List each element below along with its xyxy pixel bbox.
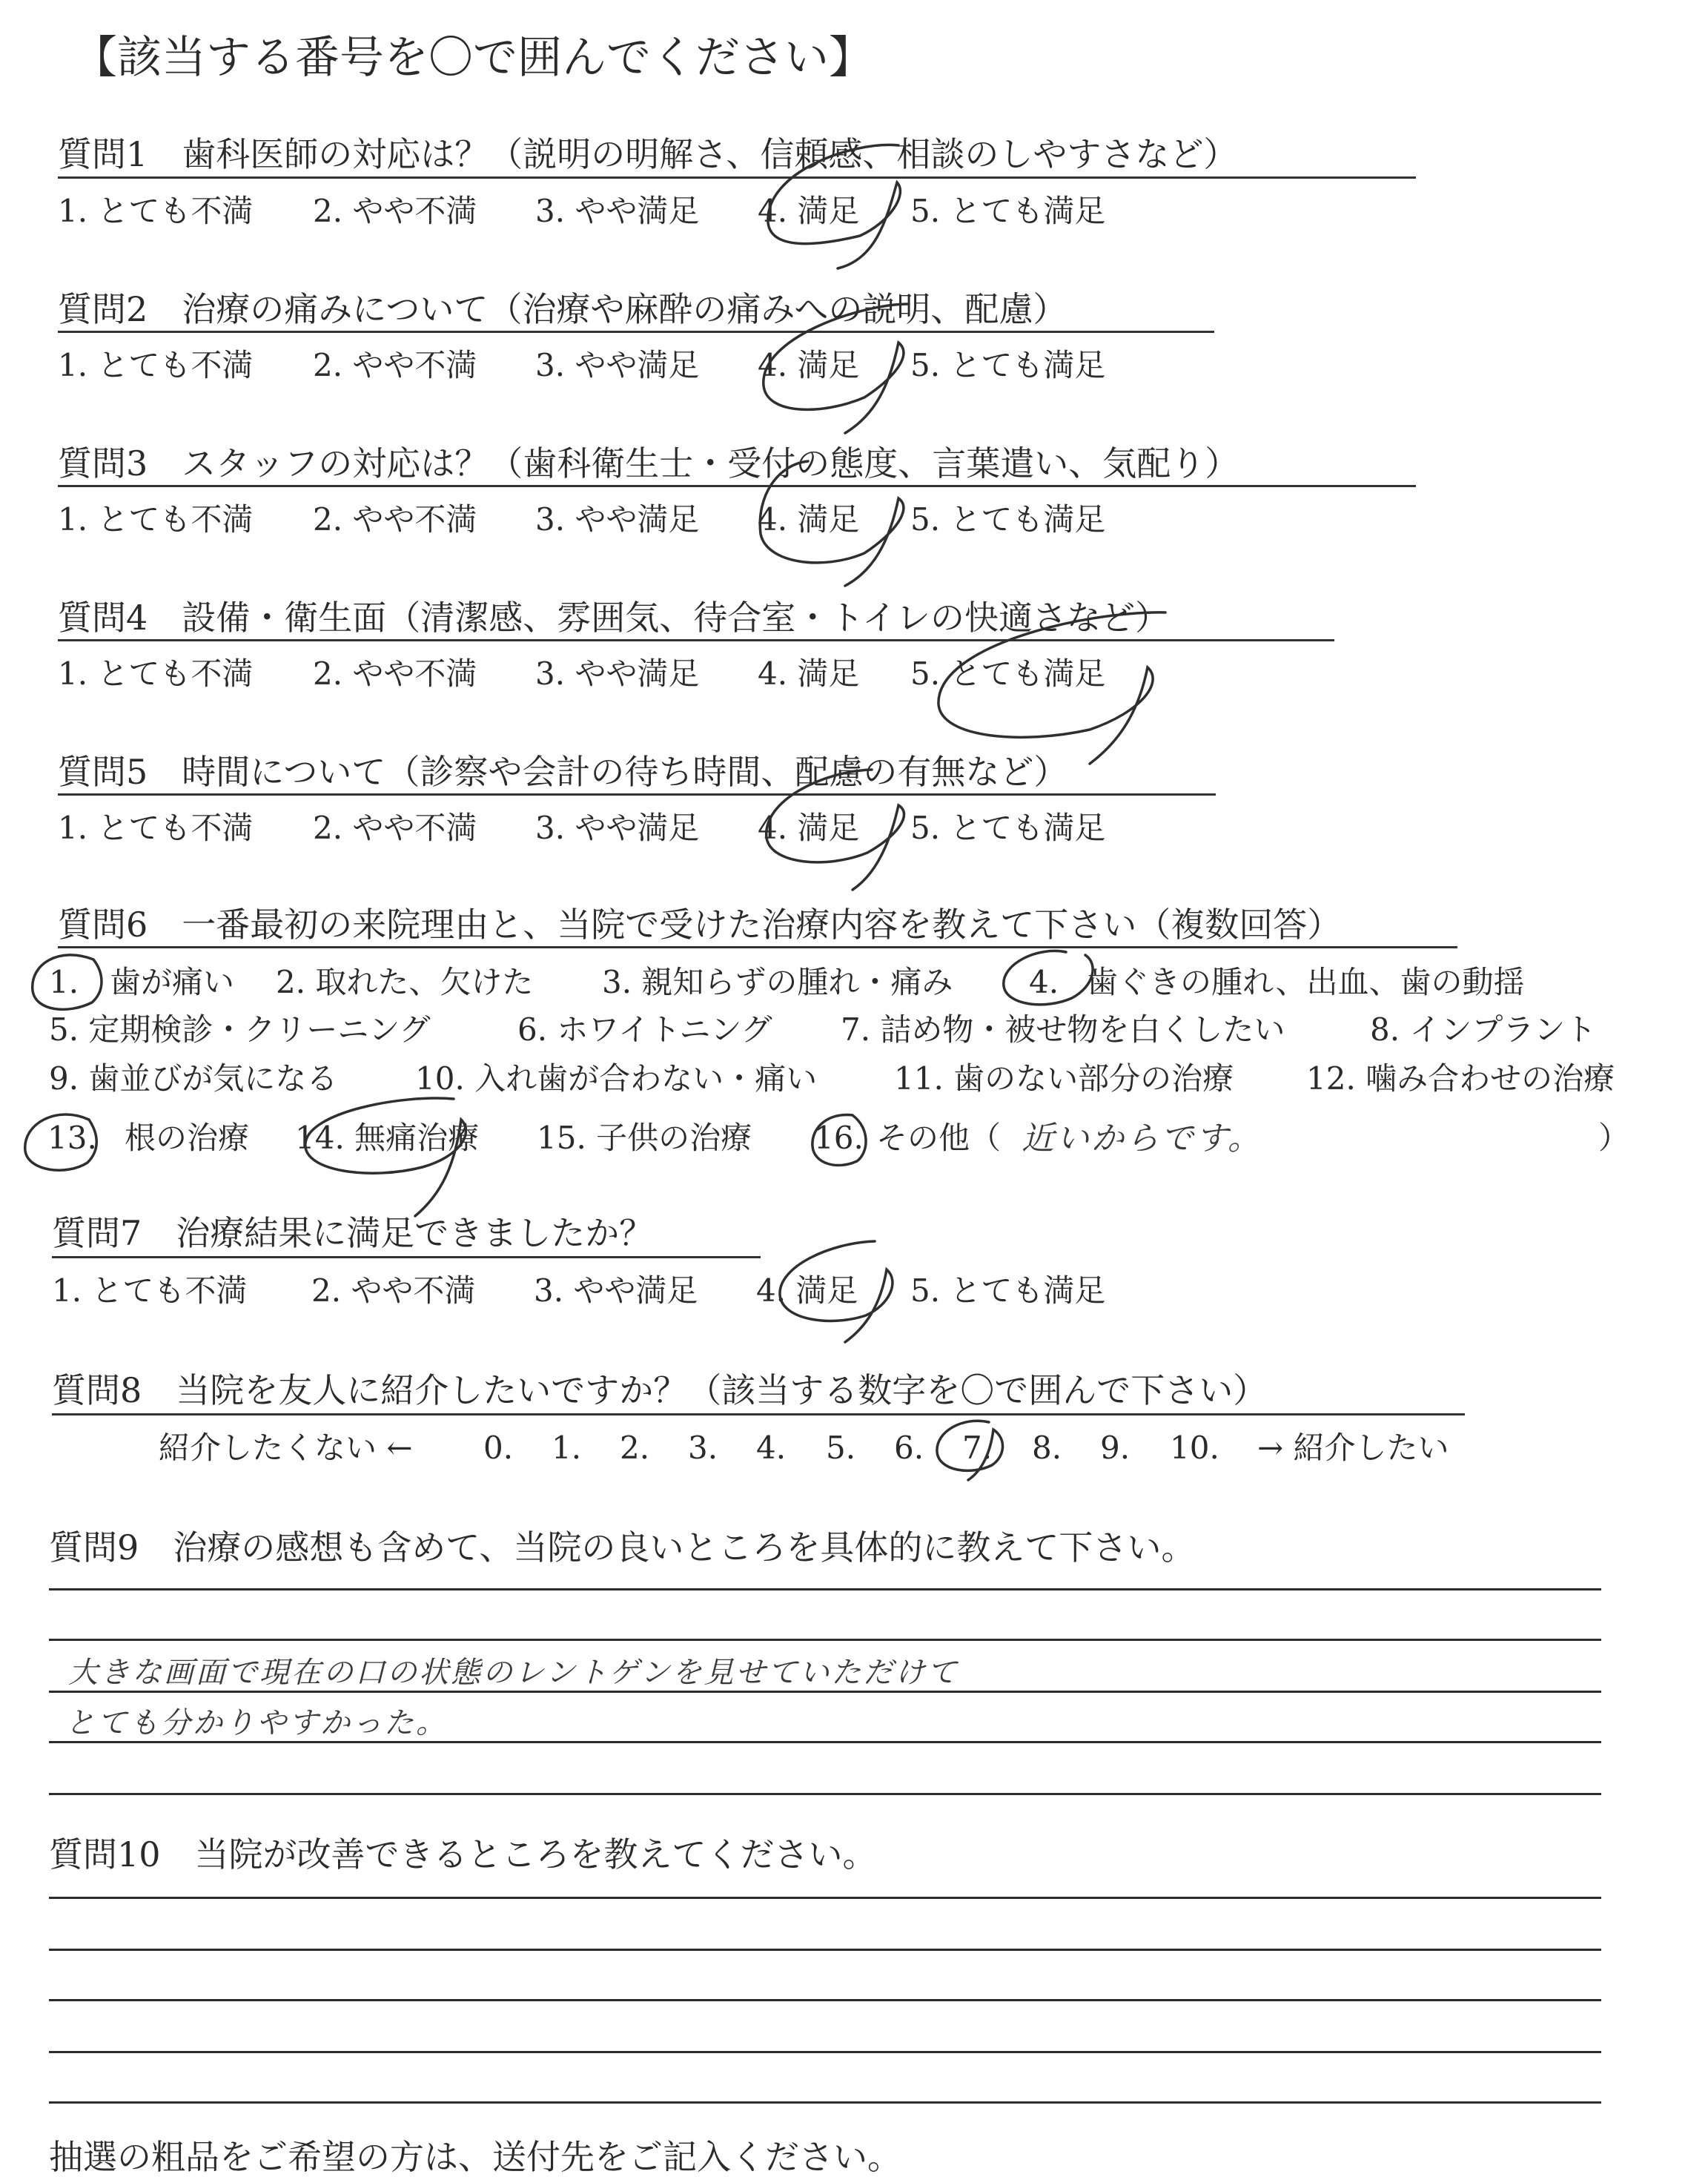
question-6-heading: 質問6 一番最初の来院理由と、当院で受けた治療内容を教えて下さい（複数回答）	[58, 905, 1342, 945]
q8-option-4[interactable]: 4.	[756, 1430, 787, 1466]
q8-option-9[interactable]: 9.	[1100, 1430, 1131, 1466]
q1-option-2[interactable]: 2. やや不満	[313, 193, 477, 229]
question-7-underline	[52, 1256, 761, 1258]
q9-handwritten-answer-line-2[interactable]: とても分かりやすかった。	[65, 1706, 448, 1740]
q3-option-2[interactable]: 2. やや不満	[313, 501, 477, 538]
q8-option-8[interactable]: 8.	[1032, 1430, 1062, 1466]
q6-option-7[interactable]: 7. 詰め物・被せ物を白くしたい	[841, 1011, 1285, 1048]
q6-option-16-label[interactable]: その他（	[876, 1120, 1002, 1156]
q3-option-1[interactable]: 1. とても不満	[58, 501, 254, 538]
question-2-underline	[58, 331, 1214, 333]
q2-option-3[interactable]: 3. やや満足	[535, 347, 700, 383]
question-2-heading: 質問2 治療の痛みについて（治療や麻酔の痛みへの説明、配慮）	[58, 289, 1068, 329]
question-9-heading: 質問9 治療の感想も含めて、当院の良いところを具体的に教えて下さい。	[49, 1527, 1196, 1567]
question-10-heading: 質問10 当院が改善できるところを教えてください。	[49, 1834, 877, 1874]
question-4-heading: 質問4 設備・衛生面（清潔感、雰囲気、待合室・トイレの快適さなど）	[58, 598, 1169, 638]
q3-option-4[interactable]: 4. 満足	[758, 501, 860, 538]
footer-note: 抽選の粗品をご希望の方は、送付先をご記入ください。	[49, 2137, 901, 2177]
q6-option-4-label[interactable]: 歯ぐきの腫れ、出血、歯の動揺	[1087, 964, 1525, 1000]
q7-option-4[interactable]: 4. 満足	[756, 1272, 858, 1309]
q6-option-15[interactable]: 15. 子供の治療	[537, 1120, 752, 1156]
q6-option-6[interactable]: 6. ホワイトニング	[517, 1011, 772, 1048]
q8-option-5[interactable]: 5.	[826, 1430, 856, 1466]
q8-option-10[interactable]: 10.	[1170, 1430, 1219, 1466]
question-5-underline	[58, 793, 1216, 796]
q1-option-3[interactable]: 3. やや満足	[535, 193, 700, 229]
q1-option-1[interactable]: 1. とても不満	[58, 193, 254, 229]
q10-answer-line-4[interactable]	[49, 2051, 1601, 2053]
q10-answer-line-3[interactable]	[49, 1999, 1601, 2001]
q2-option-1[interactable]: 1. とても不満	[58, 347, 254, 383]
q2-option-5[interactable]: 5. とても満足	[910, 347, 1106, 383]
q5-option-3[interactable]: 3. やや満足	[535, 810, 700, 846]
q9-answer-line-1	[49, 1588, 1601, 1590]
q6-option-11[interactable]: 11. 歯のない部分の治療	[894, 1060, 1234, 1097]
q9-answer-line-2	[49, 1639, 1601, 1641]
q3-option-3[interactable]: 3. やや満足	[535, 501, 700, 538]
question-3-underline	[58, 485, 1416, 487]
q6-option-5[interactable]: 5. 定期検診・クリーニング	[49, 1011, 431, 1048]
q6-opt14-circle	[305, 1098, 466, 1216]
question-5-heading: 質問5 時間について（診察や会計の待ち時間、配慮の有無など）	[58, 752, 1068, 792]
q1-option-5[interactable]: 5. とても満足	[910, 193, 1106, 229]
q8-scale-right-label: → 紹介したい	[1257, 1430, 1449, 1466]
q9-answer-line-5	[49, 1793, 1601, 1795]
q6-option-4-number[interactable]: 4.	[1029, 964, 1059, 1000]
question-1-heading: 質問1 歯科医師の対応は？（説明の明解さ、信頼感、相談のしやすさなど）	[58, 134, 1238, 174]
q7-option-1[interactable]: 1. とても不満	[52, 1272, 248, 1309]
q9-answer-line-4	[49, 1741, 1601, 1743]
q3-option-5[interactable]: 5. とても満足	[910, 501, 1106, 538]
question-7-heading: 質問7 治療結果に満足できましたか？	[52, 1213, 654, 1253]
q9-handwritten-answer-line-1[interactable]: 大きな画面で現在の口の状態のレントゲンを見せていただけて	[68, 1656, 959, 1690]
q6-option-8[interactable]: 8. インプラント	[1370, 1011, 1597, 1048]
q1-option-4[interactable]: 4. 満足	[758, 193, 860, 229]
q5-option-1[interactable]: 1. とても不満	[58, 810, 254, 846]
q10-answer-line-1[interactable]	[49, 1897, 1601, 1899]
q6-option-16-number[interactable]: 16.	[814, 1120, 864, 1156]
q10-answer-line-5[interactable]	[49, 2101, 1601, 2104]
q4-option-2[interactable]: 2. やや不満	[313, 655, 477, 692]
question-8-underline	[52, 1413, 1465, 1415]
q6-option-13-number[interactable]: 13.	[47, 1120, 97, 1156]
question-6-underline	[58, 946, 1457, 948]
q6-option-12[interactable]: 12. 噛み合わせの治療	[1306, 1060, 1615, 1097]
q4-option-1[interactable]: 1. とても不満	[58, 655, 254, 692]
q8-option-6[interactable]: 6.	[894, 1430, 924, 1466]
q7-option-5[interactable]: 5. とても満足	[910, 1272, 1106, 1309]
q10-answer-line-2[interactable]	[49, 1949, 1601, 1951]
q6-option-3[interactable]: 3. 親知らずの腫れ・痛み	[602, 964, 953, 1000]
q2-option-2[interactable]: 2. やや不満	[313, 347, 477, 383]
q6-option-1-label[interactable]: 歯が痛い	[110, 964, 235, 1000]
q4-option-5[interactable]: 5. とても満足	[910, 655, 1106, 692]
q7-option-3[interactable]: 3. やや満足	[534, 1272, 698, 1309]
q4-option-3[interactable]: 3. やや満足	[535, 655, 700, 692]
q5-option-5[interactable]: 5. とても満足	[910, 810, 1106, 846]
q8-option-3[interactable]: 3.	[688, 1430, 718, 1466]
question-1-underline	[58, 176, 1416, 179]
q7-option-2[interactable]: 2. やや不満	[311, 1272, 476, 1309]
q8-option-0[interactable]: 0.	[483, 1430, 514, 1466]
q6-option-1-number[interactable]: 1.	[49, 964, 79, 1000]
q5-option-4[interactable]: 4. 満足	[758, 810, 860, 846]
q6-other-handwritten-answer[interactable]: 近いからです。	[1022, 1120, 1263, 1157]
q6-option-14[interactable]: 14. 無痛治療	[295, 1120, 480, 1156]
q6-option-9[interactable]: 9. 歯並びが気になる	[49, 1060, 338, 1097]
q8-scale-left-label: 紹介したくない ←	[159, 1430, 413, 1466]
q8-option-7[interactable]: 7.	[962, 1430, 993, 1466]
q9-answer-line-3	[49, 1691, 1601, 1693]
q8-option-2[interactable]: 2.	[620, 1430, 650, 1466]
q6-other-close-paren: ）	[1598, 1120, 1630, 1156]
q6-option-2[interactable]: 2. 取れた、欠けた	[276, 964, 534, 1000]
q2-option-4[interactable]: 4. 満足	[758, 347, 860, 383]
q6-option-10[interactable]: 10. 入れ歯が合わない・痛い	[415, 1060, 818, 1097]
page-title: 【該当する番号を〇で囲んでください】	[73, 32, 873, 84]
q5-option-2[interactable]: 2. やや不満	[313, 810, 477, 846]
question-4-underline	[58, 639, 1334, 641]
q4-option-4[interactable]: 4. 満足	[758, 655, 860, 692]
question-8-heading: 質問8 当院を友人に紹介したいですか？（該当する数字を〇で囲んで下さい）	[52, 1370, 1268, 1410]
question-3-heading: 質問3 スタッフの対応は？（歯科衛生士・受付の態度、言葉遣い、気配り）	[58, 443, 1239, 483]
q6-option-13-label[interactable]: 根の治療	[125, 1120, 250, 1156]
q8-option-1[interactable]: 1.	[552, 1430, 582, 1466]
